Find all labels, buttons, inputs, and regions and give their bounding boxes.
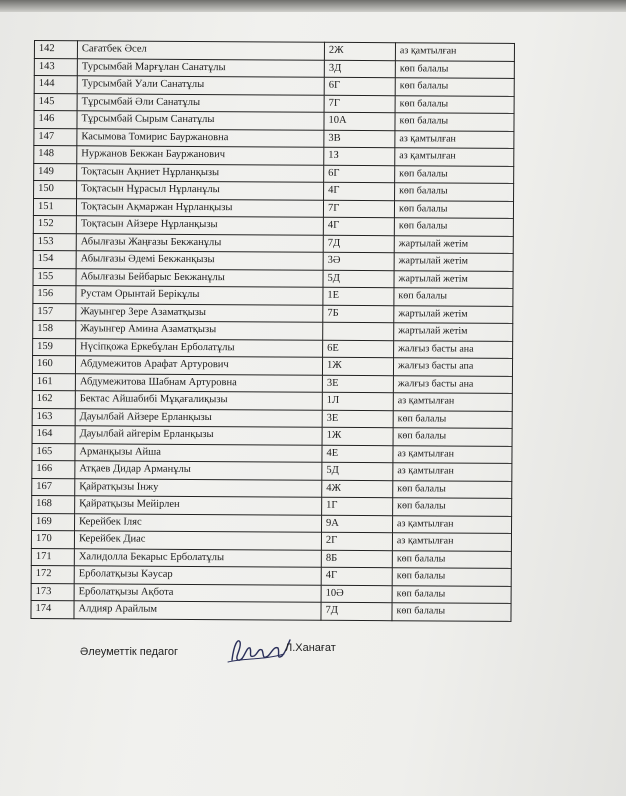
- student-name: Дауылбай Айзере Ерланқызы: [75, 408, 322, 427]
- row-number: 149: [34, 163, 77, 181]
- status-cell: көп балалы: [395, 78, 514, 96]
- class-cell: [323, 322, 394, 340]
- status-cell: көп балалы: [395, 95, 514, 113]
- class-cell: 6Е: [323, 340, 394, 358]
- class-cell: 3В: [324, 130, 395, 148]
- class-cell: 2Г: [321, 532, 392, 550]
- class-cell: 4Г: [321, 567, 392, 585]
- class-cell: 1Л: [322, 392, 393, 410]
- row-number: 174: [31, 600, 74, 618]
- student-table-body: [31, 41, 515, 621]
- row-number: 148: [34, 146, 77, 164]
- student-table-wrapper: [30, 40, 515, 621]
- row-number: 155: [33, 268, 76, 286]
- row-number: 171: [31, 548, 74, 566]
- page-edge-shadow: [0, 0, 626, 12]
- status-cell: көп балалы: [394, 218, 513, 236]
- class-cell: 4Г: [323, 217, 394, 235]
- class-cell: 10А: [324, 112, 395, 130]
- row-number: 163: [32, 408, 75, 426]
- row-number: 153: [33, 233, 76, 251]
- row-number: 142: [34, 41, 77, 59]
- status-cell: көп балалы: [394, 200, 513, 218]
- class-cell: 5Д: [323, 270, 394, 288]
- row-number: 147: [34, 128, 77, 146]
- student-name: Турсымбай Марғұлан Санатұлы: [77, 58, 324, 77]
- status-cell: көп балалы: [393, 410, 512, 428]
- student-table: [30, 40, 515, 621]
- status-cell: аз қамтылған: [395, 148, 514, 166]
- status-cell: жалғыз басты ана: [394, 340, 513, 358]
- student-name: Тоқтасын Нұрасыл Нұрланұлы: [77, 181, 324, 200]
- student-name: Тоқтасын Ақниет Нұрланқызы: [77, 163, 324, 182]
- class-cell: 7Д: [323, 235, 394, 253]
- status-cell: аз қамтылған: [395, 130, 514, 148]
- student-name: Қайратқызы Інжу: [75, 478, 322, 497]
- class-cell: 10Ә: [321, 585, 392, 603]
- class-cell: 9А: [321, 515, 392, 533]
- class-cell: 2Ж: [324, 42, 395, 60]
- table-row: [31, 600, 511, 620]
- status-cell: көп балалы: [392, 550, 511, 568]
- class-cell: 1Е: [323, 287, 394, 305]
- student-name: Тоқтасын Айзере Нұрланқызы: [76, 216, 323, 235]
- status-cell: аз қамтылған: [393, 393, 512, 411]
- class-cell: 5Д: [322, 462, 393, 480]
- student-name: Атқаев Дидар Арманұлы: [75, 461, 322, 480]
- status-cell: жартылай жетім: [394, 253, 513, 271]
- status-cell: көп балалы: [392, 568, 511, 586]
- student-name: Абылғазы Жаңғазы Бекжанұлы: [76, 233, 323, 252]
- class-cell: 3Д: [324, 60, 395, 78]
- class-cell: 1Ж: [322, 357, 393, 375]
- student-name: Дауылбай айгерім Ерланқызы: [75, 426, 322, 445]
- student-name: Рустам Орынтай Берікұлы: [76, 286, 323, 305]
- row-number: 172: [31, 565, 74, 583]
- status-cell: жартылай жетім: [394, 270, 513, 288]
- status-cell: көп балалы: [395, 113, 514, 131]
- class-cell: 6Г: [324, 165, 395, 183]
- student-name: Жауынгер Зере Азаматқызы: [76, 303, 323, 322]
- student-name: Касымова Томирис Бауржановна: [77, 128, 324, 147]
- row-number: 160: [32, 355, 75, 373]
- row-number: 164: [32, 425, 75, 443]
- status-cell: көп балалы: [392, 585, 511, 603]
- status-cell: жартылай жетім: [394, 235, 513, 253]
- class-cell: 1Ж: [322, 427, 393, 445]
- student-name: Абдумежитова Шабнам Артуровна: [75, 373, 322, 392]
- class-cell: 3Ә: [323, 252, 394, 270]
- status-cell: жалғыз басты апа: [393, 358, 512, 376]
- row-number: 150: [34, 181, 77, 199]
- student-name: Жауынгер Амина Азаматқызы: [76, 321, 323, 340]
- student-name: Тұрсымбай Әли Санатұлы: [77, 93, 324, 112]
- status-cell: жартылай жетім: [394, 323, 513, 341]
- status-cell: көп балалы: [395, 60, 514, 78]
- row-number: 143: [34, 58, 77, 76]
- status-cell: көп балалы: [393, 498, 512, 516]
- row-number: 168: [32, 495, 75, 513]
- student-name: Тоқтасын Ақмаржан Нұрланқызы: [76, 198, 323, 217]
- row-number: 158: [33, 320, 76, 338]
- student-name: Керейбек Диас: [74, 531, 321, 550]
- row-number: 152: [33, 215, 76, 233]
- row-number: 162: [32, 390, 75, 408]
- handwritten-signature: [224, 634, 294, 668]
- row-number: 151: [33, 198, 76, 216]
- student-name: Қайратқызы Мейірлен: [75, 496, 322, 515]
- student-name: Нүсіпқожа Еркебұлан Ерболатұлы: [76, 338, 323, 357]
- student-name: Керейбек Іляс: [75, 513, 322, 532]
- student-name: Алдияр Арайлым: [74, 601, 321, 620]
- student-name: Абдумежитов Арафат Артурович: [75, 356, 322, 375]
- student-name: Нуржанов Бекжан Бауржанович: [77, 146, 324, 165]
- status-cell: жартылай жетім: [394, 305, 513, 323]
- row-number: 166: [32, 460, 75, 478]
- row-number: 145: [34, 93, 77, 111]
- row-number: 144: [34, 76, 77, 94]
- status-cell: көп балалы: [395, 183, 514, 201]
- row-number: 170: [31, 530, 74, 548]
- status-cell: көп балалы: [392, 603, 511, 621]
- row-number: 154: [33, 250, 76, 268]
- class-cell: 1Г: [322, 497, 393, 515]
- row-number: 159: [33, 338, 76, 356]
- class-cell: 3Е: [322, 410, 393, 428]
- status-cell: аз қамтылған: [392, 515, 511, 533]
- class-cell: 3Е: [322, 375, 393, 393]
- class-cell: 1З: [324, 147, 395, 165]
- class-cell: 4Г: [324, 182, 395, 200]
- row-number: 169: [32, 513, 75, 531]
- class-cell: 7Д: [321, 602, 392, 620]
- status-cell: көп балалы: [395, 165, 514, 183]
- student-name: Ерболатқызы Кәусар: [74, 566, 321, 585]
- status-cell: аз қамтылған: [393, 463, 512, 481]
- class-cell: 7Б: [323, 305, 394, 323]
- class-cell: 4Е: [322, 445, 393, 463]
- status-cell: жалғыз басты ана: [393, 375, 512, 393]
- row-number: 165: [32, 443, 75, 461]
- status-cell: көп балалы: [393, 428, 512, 446]
- row-number: 157: [33, 303, 76, 321]
- status-cell: аз қамтылған: [395, 43, 514, 61]
- student-name: Ерболатқызы Ақбота: [74, 583, 321, 602]
- class-cell: 8Б: [321, 550, 392, 568]
- student-name: Халидолла Бекарыс Ерболатұлы: [74, 548, 321, 567]
- class-cell: 7Г: [324, 95, 395, 113]
- row-number: 146: [34, 111, 77, 129]
- student-name: Арманқызы Айша: [75, 443, 322, 462]
- student-name: Тұрсымбай Сырым Санатұлы: [77, 111, 324, 130]
- row-number: 156: [33, 285, 76, 303]
- status-cell: аз қамтылған: [393, 445, 512, 463]
- class-cell: 4Ж: [322, 480, 393, 498]
- student-name: Абылғазы Әдемі Бекжанқызы: [76, 251, 323, 270]
- row-number: 167: [32, 478, 75, 496]
- status-cell: көп балалы: [393, 480, 512, 498]
- class-cell: 7Г: [323, 200, 394, 218]
- student-name: Турсымбай Уали Санатұлы: [77, 76, 324, 95]
- student-name: Бектас Айшабибі Мұқағалиқызы: [75, 391, 322, 410]
- class-cell: 6Г: [324, 77, 395, 95]
- student-name: Сағатбек Әсел: [77, 41, 324, 60]
- footer-signer: Л.Ханағат: [285, 642, 336, 654]
- row-number: 161: [32, 373, 75, 391]
- footer-role: Әлеуметтік педагог: [80, 646, 179, 658]
- student-name: Абылғазы Бейбарыс Бекжанұлы: [76, 268, 323, 287]
- status-cell: аз қамтылған: [392, 533, 511, 551]
- row-number: 173: [31, 583, 74, 601]
- status-cell: көп балалы: [394, 288, 513, 306]
